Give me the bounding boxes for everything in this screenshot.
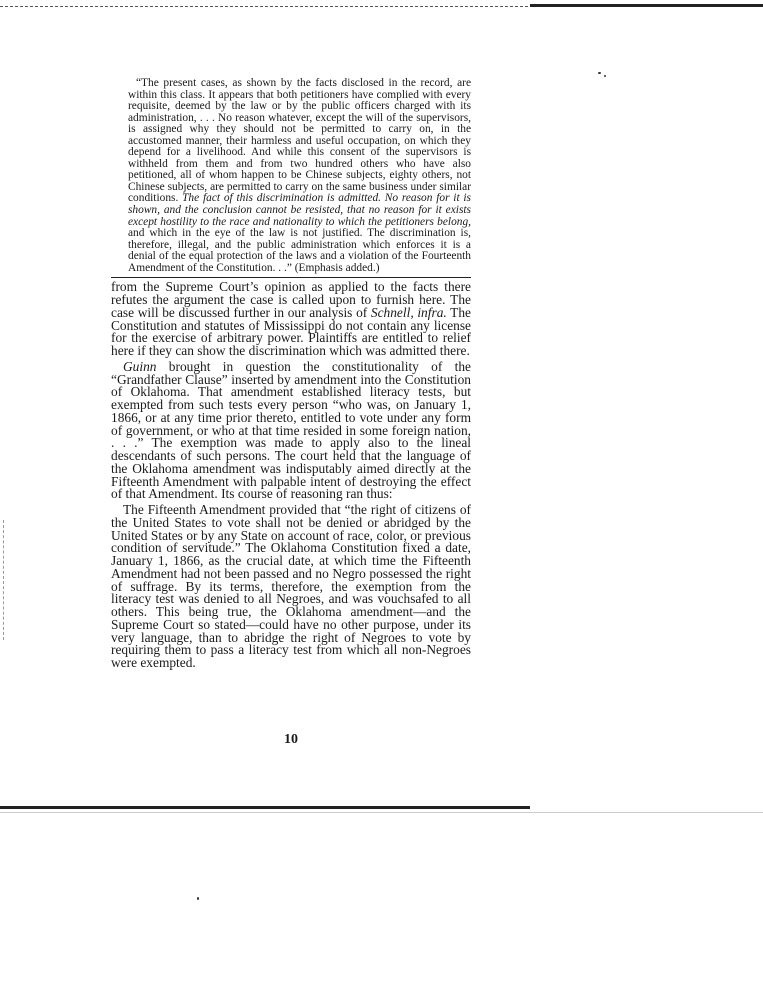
body-paragraph-2 xyxy=(111,358,471,502)
paragraph-text: from the Supreme Court’s opinion as applied to the facts there refutes the argument the case is called upon to furnish here. The case will be discussed further in our analysis of xyxy=(111,279,471,320)
quote-text-part: and which in the eye of the law is not justified. The discrimination is, therefore, illegal, and the public administration which enforces it is a denial of the equal protection of the laws and a violation of the Fourteenth Amendment of the Constitution. . .” (Emphasis added.) xyxy=(128,227,471,274)
page-number: 10 xyxy=(284,732,298,747)
quote-emphasis: The fact of this discrimination is admitted. No reason for it is shown, and the conclusion cannot be resisted, that no reason for it exists except hostility to the race and nationality to which the petitioners belong, xyxy=(128,192,471,228)
section-divider xyxy=(111,277,471,278)
paragraph-text: The Constitution and statutes of Mississippi do not contain any license for the exercise of arbitrary power. Plaintiffs are entitled to relief here if they can show the discrimination which was admitted there. xyxy=(111,304,471,359)
text-column xyxy=(111,78,471,670)
body-paragraph-1 xyxy=(111,281,471,358)
scan-speck xyxy=(197,897,199,900)
body-paragraph-3 xyxy=(111,504,471,670)
paragraph-text: The Fifteenth Amendment provided that “the right of citizens of the United States to vote shall not be denied or abridged by the United States or by any State on account of race, color, or previous condition of servitude.” The Oklahoma Constitution fixed a date, January 1, 1866, as the crucial date, at which time the Fifteenth Amendment had not been passed and no Negro possessed the right of suffrage. By its terms, therefore, the exemption from the literacy test was denied to all Negroes, and was vouchsafed to all others. This being true, the Oklahoma amendment—and the Supreme Court so stated—could have no other purpose, under its very language, than to abridge the right of Negroes to vote by requiring them to pass a literacy test from which all non-Negroes were exempted. xyxy=(111,502,471,671)
quote-text-part: “The present cases, as shown by the facts disclosed in the record, are within this class. It appears that both petitioners have complied with every requisite, deemed by the law or by the public officers charged with its administration, . . . No reason whatever, except the will of the supervisors, is assigned why they should not be permitted to carry on, in the accustomed manner, their harmless and useful occupation, on which they depend for a livelihood. And while this consent of the supervisors is withheld from them and from two hundred others who have also petitioned, all of whom happen to be Chinese subjects, eighty others, not Chinese subjects, are permitted to carry on the same business under similar conditions. xyxy=(128,77,471,205)
scan-speck xyxy=(598,72,601,74)
scan-edge-left xyxy=(3,520,4,640)
scan-edge-bottom-bar xyxy=(0,806,530,809)
case-name-guinn: Guinn xyxy=(123,358,157,374)
block-quote xyxy=(128,78,471,274)
scan-edge-top-bar xyxy=(530,4,763,7)
scan-edge-bottom xyxy=(0,812,763,813)
case-name-schnell: Schnell, infra. xyxy=(370,304,447,320)
scan-speck xyxy=(604,75,606,77)
paragraph-text: brought in question the constitutionality of the “Grandfather Clause” inserted by amendment into the Constitution of Oklahoma. That amendment established literacy tests, but exempted from such tests every person “who was, on January 1, 1866, or at any time prior thereto, entitled to vote under any form of government, or who at that time resided in some foreign nation, . . .” The exemption was made to apply also to the lineal descendants of such persons. The court held that the language of the Oklahoma amendment was indisputably aimed directly at the Fifteenth Amendment with palpable intent of destroying the effect of that Amendment. Its course of reasoning ran thus: xyxy=(111,358,471,502)
